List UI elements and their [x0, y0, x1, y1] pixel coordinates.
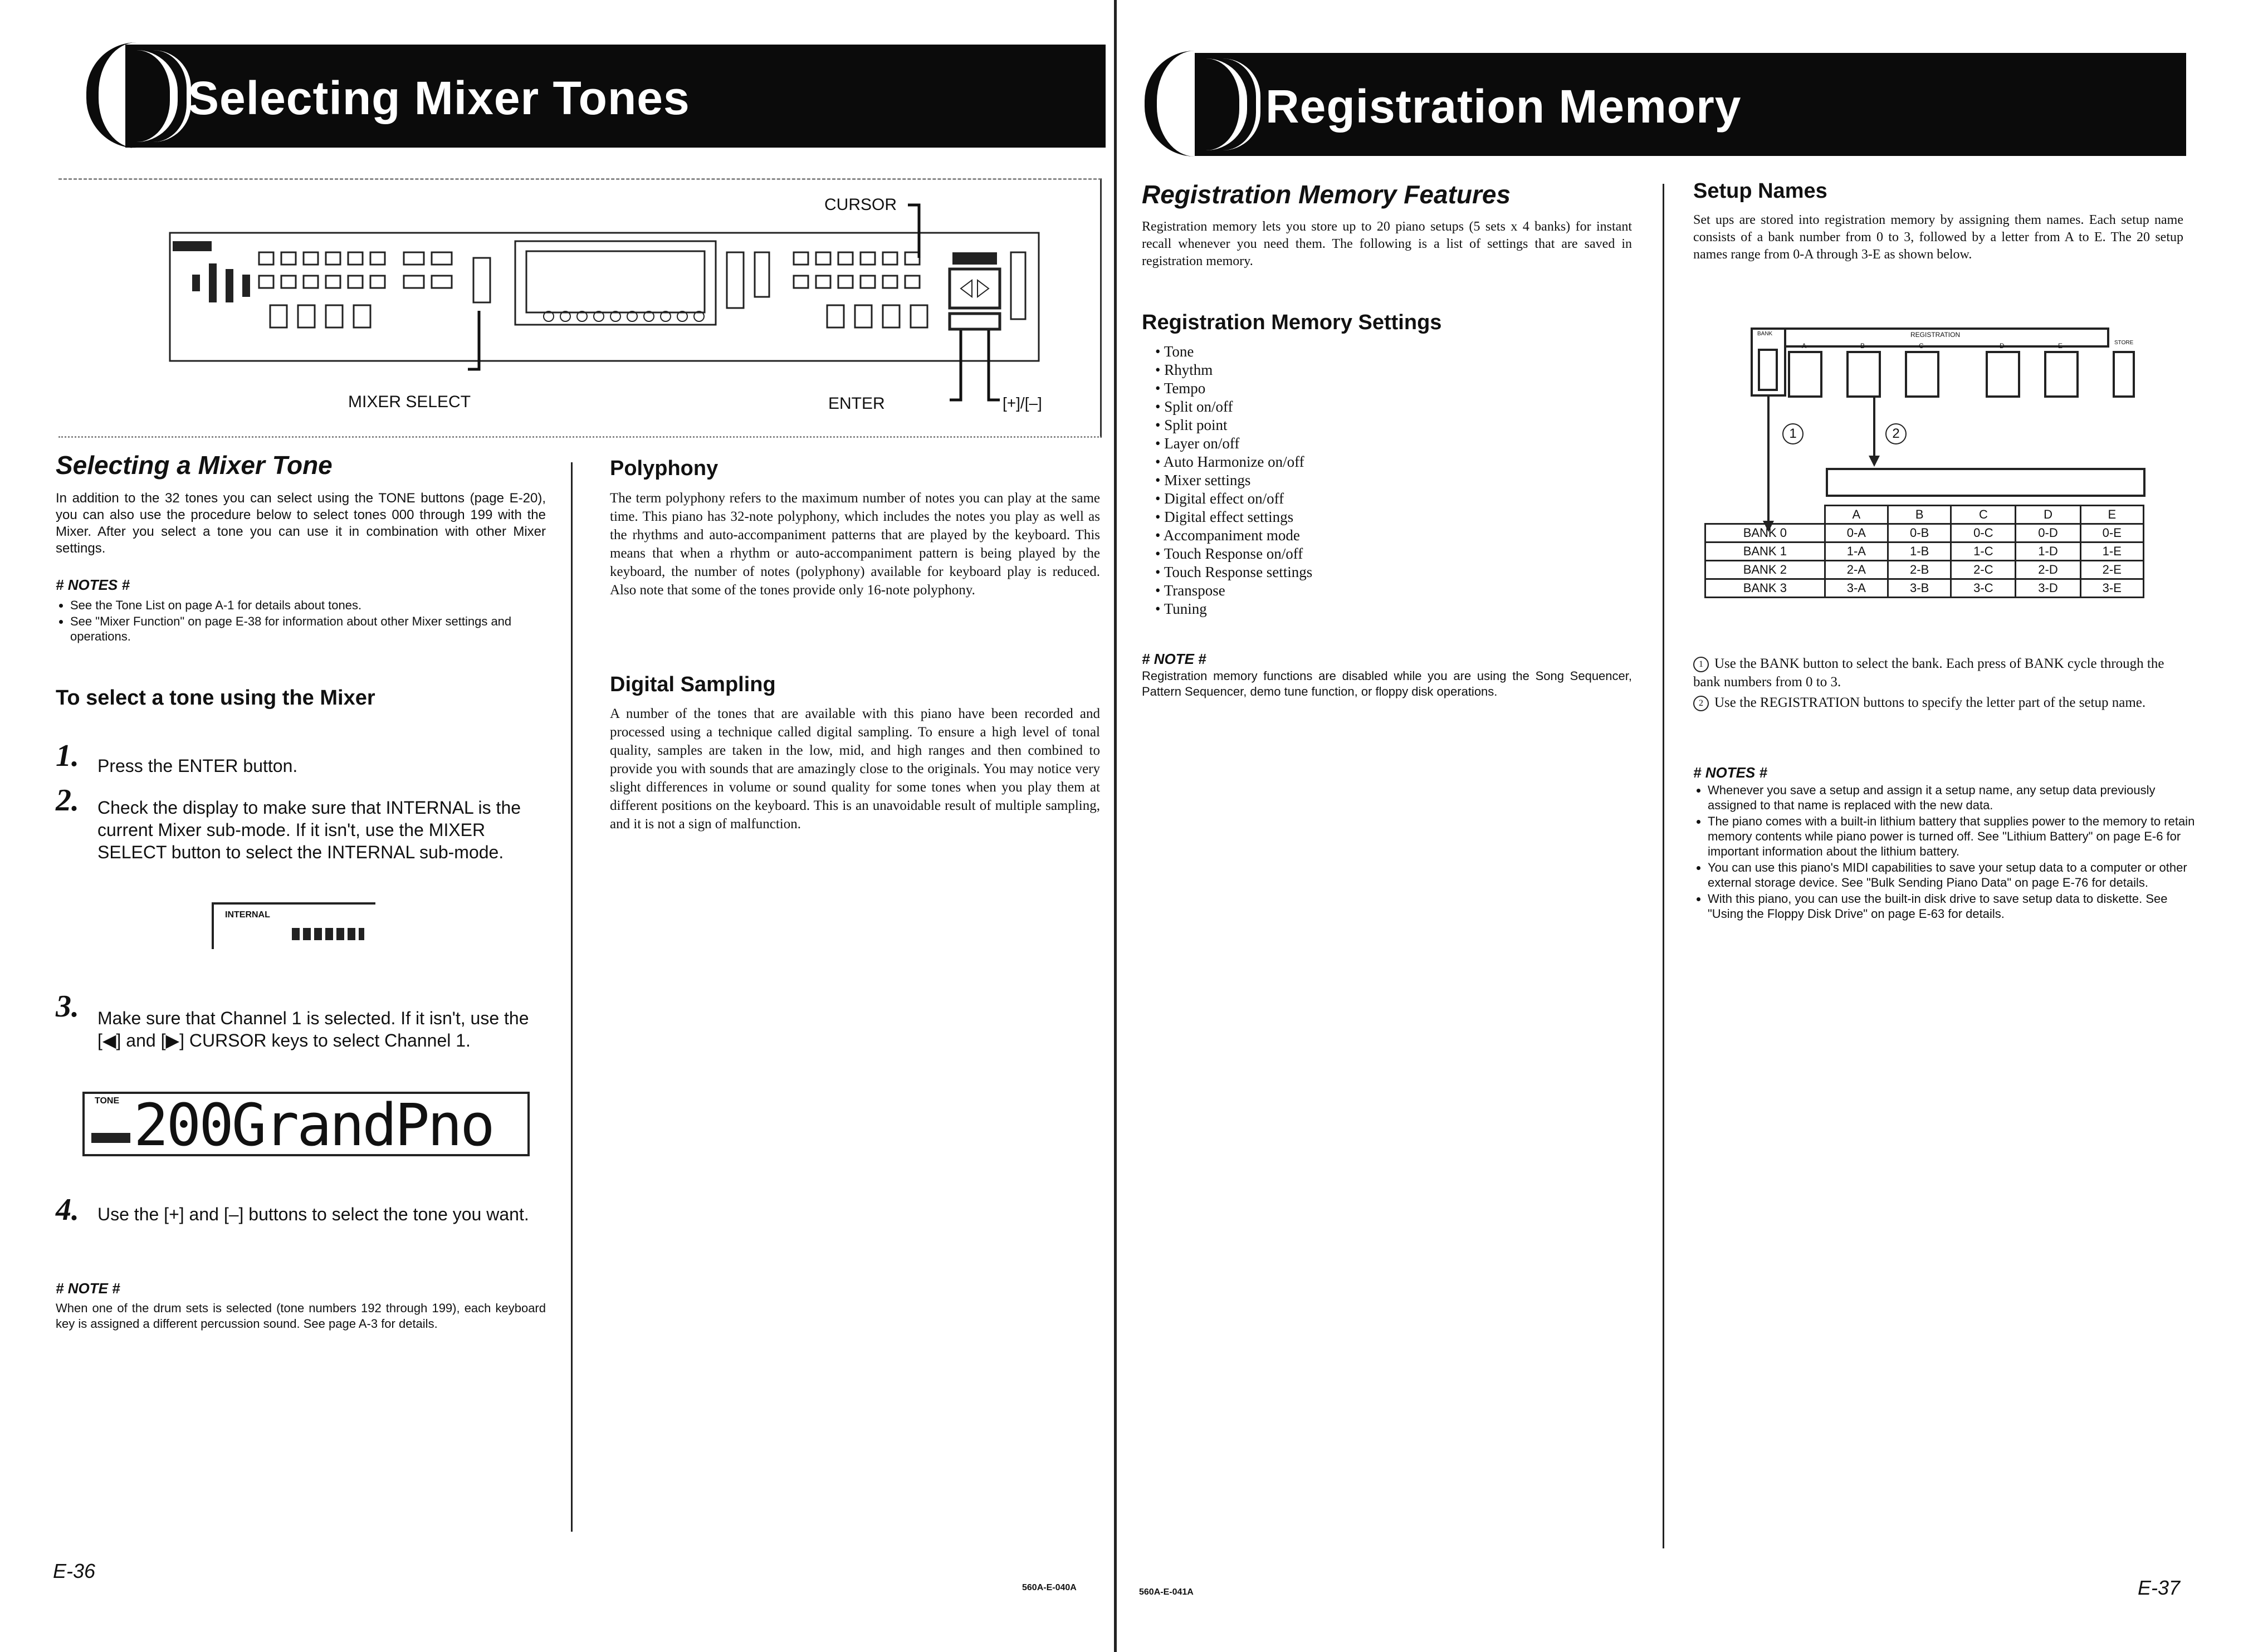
tone-lcd — [82, 1091, 530, 1159]
step-3-number: 3. — [56, 989, 79, 1024]
table-cell: 3-D — [2016, 579, 2080, 598]
table-cell: 0-D — [2016, 524, 2080, 542]
registration-features-title: Registration Memory Features — [1142, 180, 1511, 209]
diagram-letter: C — [1919, 342, 1924, 350]
left-page-code: 560A-E-040A — [1022, 1583, 1077, 1592]
table-cell: 2-B — [1888, 561, 1951, 579]
table-cell: 0-A — [1825, 524, 1888, 542]
table-header-cell: A — [1825, 506, 1888, 524]
setting-item: • Tuning — [1166, 600, 1612, 618]
step-1-number: 1. — [56, 739, 79, 773]
table-cell: 3-B — [1888, 579, 1951, 598]
internal-lcd — [212, 902, 375, 949]
diagram-store-label: STORE — [2114, 340, 2134, 346]
drum-note-heading: # NOTE # — [56, 1280, 120, 1297]
step-1-text: Press the ENTER button. — [97, 756, 298, 776]
diagram-bank-label: BANK — [1757, 331, 1773, 337]
table-cell: BANK 3 — [1705, 579, 1825, 598]
tone-lcd-indicator — [91, 1133, 130, 1143]
table-row — [1705, 524, 2144, 542]
setup-names-diagram — [1704, 323, 2161, 613]
registration-settings-title: Registration Memory Settings — [1142, 311, 1442, 334]
setting-item: • Touch Response settings — [1166, 563, 1612, 581]
right-page-code: 560A-E-041A — [1139, 1587, 1194, 1597]
table-cell: 1-A — [1825, 542, 1888, 561]
table-cell: 2-D — [2016, 561, 2080, 579]
drum-note-text: When one of the drum sets is selected (tone numbers 192 through 199), each keyboard key is assigned a different percussion sound. See page A-3 for details. — [56, 1301, 546, 1331]
step-4-text: Use the [+] and [–] buttons to select the tone you want. — [97, 1204, 529, 1224]
right-banner — [1139, 53, 2186, 156]
legend-item-1 — [1693, 654, 2183, 691]
table-row — [1705, 542, 2144, 561]
setup-notes-list — [1693, 783, 2198, 922]
table-header-row — [1705, 506, 2144, 524]
right-banner-title: Registration Memory — [1265, 80, 1742, 133]
legend-text: Use the REGISTRATION buttons to specify the letter part of the setup name. — [1714, 695, 2146, 710]
setting-item: • Rhythm — [1166, 361, 1612, 379]
left-banner-paren-2 — [153, 50, 191, 142]
table-header-cell: C — [1951, 506, 2016, 524]
polyphony-text: The term polyphony refers to the maximum number of notes you can play at the same time. This piano has 32-note polyphony, which includes the notes you play as well as the rhythms and auto-accompaniment patterns that are played by the keyboard. This means that when a rhythm or auto-accompaniment pattern is being played by the keyboard, the number of notes (polyphony) available for keyboard play is reduced. Also note that some of the tones provide only 16-note polyphony. — [610, 491, 1100, 598]
setup-names-text: Set ups are stored into registration memory by assigning them names. Each setup name consists of a bank number from 0 to 3, followed by a letter from A to E. The 20 setup names range from 0-A through 3-E as shown below. — [1693, 213, 2183, 262]
table-cell: 2-A — [1825, 561, 1888, 579]
table-cell: 0-B — [1888, 524, 1951, 542]
setting-item: • Digital effect settings — [1166, 508, 1612, 526]
table-row — [1705, 561, 2144, 579]
control-panel-figure — [58, 178, 1102, 438]
mixer-intro-text: In addition to the 32 tones you can select using the TONE buttons (page E-20), you can also use the procedure below to select tones 000 through 199 with the Mixer. After you select a tone you can use it in combination with other Mixer settings. — [56, 491, 546, 556]
mixer-notes-list — [56, 598, 560, 645]
left-banner-title: Selecting Mixer Tones — [188, 72, 690, 124]
registration-features-text: Registration memory lets you store up to 20 piano setups (5 sets x 4 banks) for instant recall whenever you need them. The following is a list of settings that are saved in registration memory. — [1142, 219, 1632, 268]
table-cell: 1-E — [2080, 542, 2143, 561]
mixer-notes-heading: # NOTES # — [56, 576, 130, 593]
setup-names-title: Setup Names — [1693, 179, 1827, 203]
table-cell: 1-B — [1888, 542, 1951, 561]
setup-note-item: • The piano comes with a built-in lithium battery that supplies power to the memory to retain memory contents while piano power is turned off. See "Lithium Battery" on page E-6 for important information about the lithium battery. — [1708, 814, 2198, 859]
procedure-heading: To select a tone using the Mixer — [56, 686, 375, 710]
setting-item: • Accompaniment mode — [1166, 526, 1612, 545]
right-banner-paren-2 — [1223, 58, 1260, 150]
setting-item: • Tone — [1166, 343, 1612, 361]
digital-sampling-title: Digital Sampling — [610, 673, 776, 696]
step-2-text: Check the display to make sure that INTERNAL is the current Mixer sub-mode. If it isn't, use the MIXER SELECT button to select the INTERNAL sub-mode. — [97, 798, 521, 862]
table-header-cell: E — [2080, 506, 2143, 524]
digital-sampling-text: A number of the tones that are available with this piano have been recorded and processed using a technique called digital sampling. To ensure a high level of tonal quality, samples are taken in the low, mid, and high ranges and then combined to provide you with sounds that are amazingly close to the originals. You may notice very slight differences in volume or sound quality for some tones when you play them at different positions on the keyboard. This is an unavoidable result of multiple sampling, and it is not a sign of malfunction. — [610, 706, 1100, 832]
table-cell: 3-A — [1825, 579, 1888, 598]
table-cell: BANK 2 — [1705, 561, 1825, 579]
left-banner — [58, 45, 1106, 148]
step-3-text: Make sure that Channel 1 is selected. If it isn't, use the [◀] and [▶] CURSOR keys to select Channel 1. — [97, 1008, 529, 1050]
right-column-divider — [1663, 184, 1664, 1548]
registration-settings-list — [1154, 343, 1612, 618]
diagram-letter: A — [1802, 342, 1807, 350]
diagram-letter: B — [1860, 342, 1865, 350]
step-2-number: 2. — [56, 783, 79, 818]
setting-item: • Mixer settings — [1166, 471, 1612, 490]
step-4-number: 4. — [56, 1192, 79, 1227]
plus-minus-label: [+]/[–] — [1003, 394, 1042, 412]
legend-marker: 2 — [1693, 696, 1709, 711]
table-cell: 0-C — [1951, 524, 2016, 542]
setting-item: • Digital effect on/off — [1166, 490, 1612, 508]
page-binding — [1114, 0, 1117, 1652]
registration-note-text: Registration memory functions are disabled while you are using the Song Sequencer, Pattern Sequencer, demo tune function, or floppy disk operations. — [1142, 669, 1632, 698]
setting-item: • Split point — [1166, 416, 1612, 434]
table-cell: 0-E — [2080, 524, 2143, 542]
table-cell: BANK 0 — [1705, 524, 1825, 542]
mixer-note-item: • See the Tone List on page A-1 for details about tones. — [70, 598, 560, 613]
diagram-marker-2: 2 — [1885, 423, 1912, 444]
setup-notes-heading: # NOTES # — [1693, 764, 1767, 781]
left-page-number: E-36 — [53, 1560, 96, 1582]
enter-label: ENTER — [828, 394, 885, 413]
setting-item: • Tempo — [1166, 379, 1612, 398]
table-header-cell — [1705, 506, 1825, 524]
table-cell: 2-E — [2080, 561, 2143, 579]
setting-item: • Auto Harmonize on/off — [1166, 453, 1612, 471]
table-header-cell: B — [1888, 506, 1951, 524]
legend-marker: 1 — [1693, 657, 1709, 672]
right-page-number: E-37 — [2138, 1576, 2181, 1599]
diagram-registration-label: REGISTRATION — [1910, 331, 1961, 339]
mixer-note-item: • See "Mixer Function" on page E-38 for information about other Mixer settings and operations. — [70, 614, 560, 644]
legend-text: Use the BANK button to select the bank. Each press of BANK cycle through the bank numbers from 0 to 3. — [1693, 656, 2164, 690]
left-banner-bracket — [58, 45, 125, 148]
setting-item: • Layer on/off — [1166, 434, 1612, 453]
table-cell: BANK 1 — [1705, 542, 1825, 561]
control-panel-drawing — [58, 180, 1100, 436]
selecting-mixer-tone-title: Selecting a Mixer Tone — [56, 451, 333, 480]
setup-note-item: • Whenever you save a setup and assign it a setup name, any setup data previously assigned to that name is replaced with the new data. — [1708, 783, 2198, 813]
internal-lcd-segments — [292, 928, 364, 940]
registration-note-heading: # NOTE # — [1142, 651, 1206, 667]
table-cell: 1-D — [2016, 542, 2080, 561]
polyphony-title: Polyphony — [610, 457, 719, 480]
table-cell: 1-C — [1951, 542, 2016, 561]
left-column-divider — [571, 462, 573, 1532]
setup-names-table — [1704, 505, 2144, 598]
table-row — [1705, 579, 2144, 598]
internal-lcd-label: INTERNAL — [225, 910, 270, 920]
diagram-letter: D — [2000, 342, 2005, 350]
setting-item: • Transpose — [1166, 581, 1612, 600]
table-cell: 3-C — [1951, 579, 2016, 598]
setting-item: • Split on/off — [1166, 398, 1612, 416]
table-header-cell: D — [2016, 506, 2080, 524]
setting-item: • Touch Response on/off — [1166, 545, 1612, 563]
tone-lcd-display: 200GrandPno — [134, 1091, 493, 1159]
table-cell: 2-C — [1951, 561, 2016, 579]
diagram-marker-1: 1 — [1782, 423, 1809, 444]
table-cell: 3-E — [2080, 579, 2143, 598]
setup-note-item: • With this piano, you can use the built-in disk drive to save setup data to diskette. See "Using the Floppy Disk Drive" on page E-63 for details. — [1708, 891, 2198, 921]
tone-lcd-label: TONE — [95, 1096, 120, 1106]
setup-note-item: • You can use this piano's MIDI capabilities to save your setup data to a computer or other external storage device. See "Bulk Sending Piano Data" on page E-76 for details. — [1708, 860, 2198, 890]
mixer-select-label: MIXER SELECT — [348, 393, 471, 411]
cursor-label: CURSOR — [824, 195, 897, 214]
diagram-letter: E — [2058, 342, 2063, 350]
right-banner-bracket — [1139, 53, 1195, 156]
legend-item-2 — [1693, 693, 2183, 712]
